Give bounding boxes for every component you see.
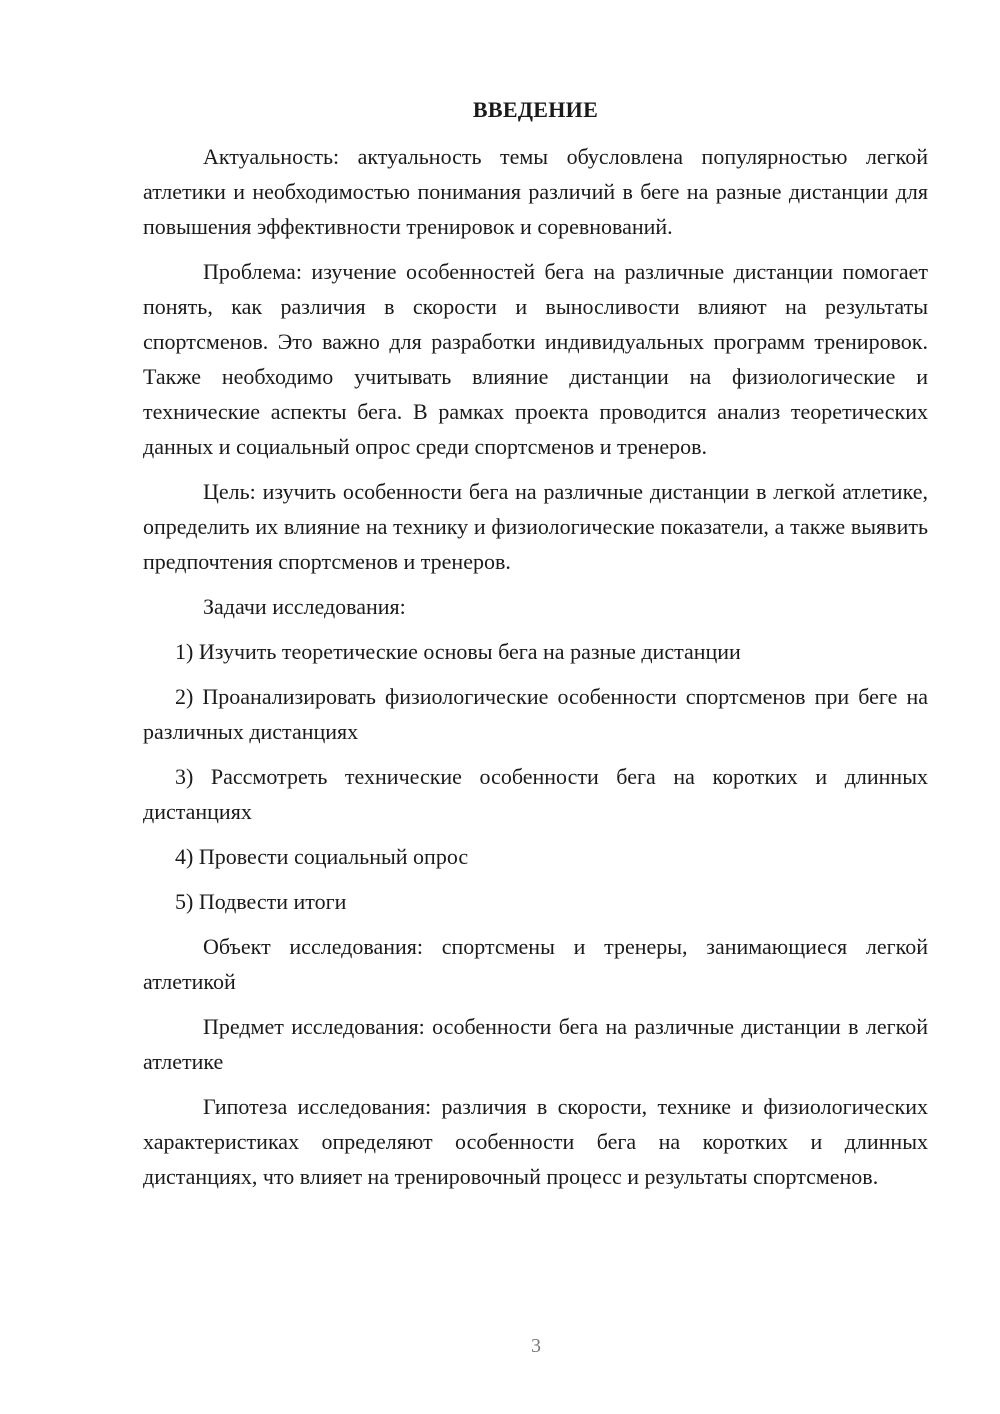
problem-paragraph: Проблема: изучение особенностей бега на различные дистанции помогает понять, как различия в скорости и выносливости влияют на результаты спортсменов. Это важно для разработки индивидуальных программ тренировок. Также необходимо учитывать влияние дистанции на физиологические и технические аспекты бега. В рамках проекта проводится анализ теоретических данных и социальный опрос среди спортсменов и тренеров. [143, 259, 928, 459]
list-item: 2) Проанализировать физиологические особенности спортсменов при беге на различных дистанциях [143, 684, 928, 744]
hypothesis-paragraph: Гипотеза исследования: различия в скорости, технике и физиологических характеристиках определяют особенности бега на коротких и длинных дистанциях, что влияет на тренировочный процесс и результаты спортсменов. [143, 1094, 928, 1189]
document-page [143, 95, 928, 1204]
list-item: 3) Рассмотреть технические особенности бега на коротких и длинных дистанциях [143, 764, 928, 824]
page-title: ВВЕДЕНИЕ [472, 97, 599, 122]
list-item: 5) Подвести итоги [175, 889, 347, 914]
page-number: 3 [531, 1335, 541, 1357]
object-paragraph: Объект исследования: спортсмены и тренеры, занимающиеся легкой атлетикой [143, 934, 928, 994]
relevance-paragraph: Актуальность: актуальность темы обусловлена популярностью легкой атлетики и необходимостью понимания различий в беге на разные дистанции для повышения эффективности тренировок и соревнований. [143, 144, 928, 239]
list-item: 4) Провести социальный опрос [175, 844, 469, 869]
goal-paragraph: Цель: изучить особенности бега на различные дистанции в легкой атлетике, определить их влияние на технику и физиологические показатели, а также выявить предпочтения спортсменов и тренеров. [143, 479, 928, 574]
tasks-heading: Задачи исследования: [203, 594, 406, 619]
subject-paragraph: Предмет исследования: особенности бега на различные дистанции в легкой атлетике [143, 1014, 928, 1074]
list-item: 1) Изучить теоретические основы бега на разные дистанции [175, 639, 741, 664]
tasks-list [143, 634, 928, 919]
